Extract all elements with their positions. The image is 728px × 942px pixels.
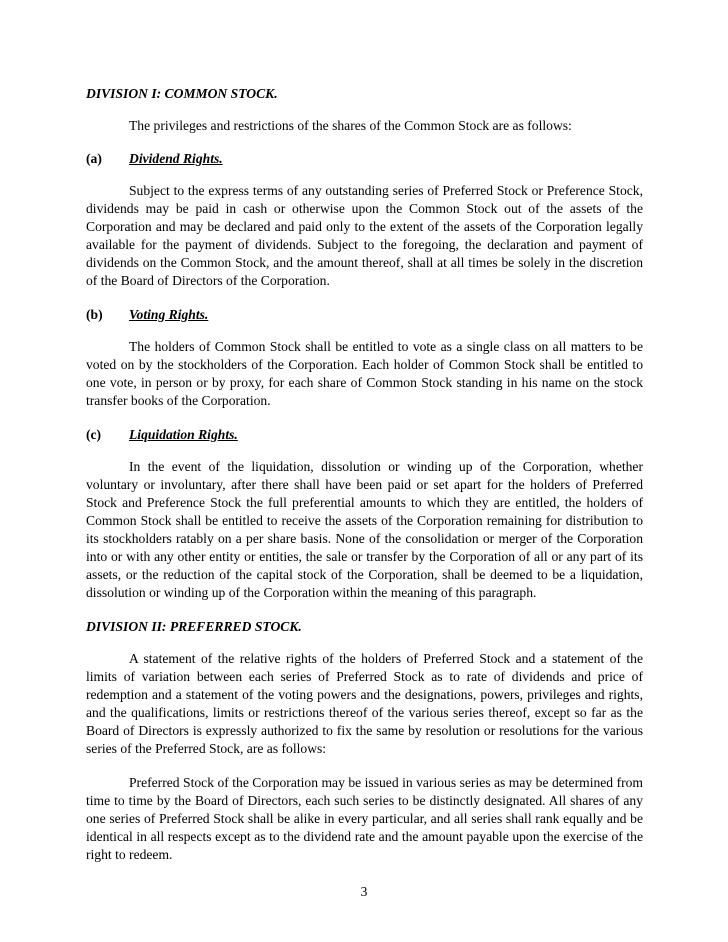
- section-c-letter: (c): [86, 427, 102, 442]
- section-b-heading: [86, 306, 643, 324]
- division-2-heading: DIVISION II: PREFERRED STOCK.: [86, 619, 302, 634]
- division-1-intro: The privileges and restrictions of the shares of the Common Stock are as follows:: [129, 118, 572, 133]
- division-2-paragraph-2: Preferred Stock of the Corporation may be issued in various series as may be determined from time to time by the Board of Directors, each such series to be distinctly designated. All shares of any one series of Preferred Stock shall be alike in every particular, and all series shall rank equally and be identical in all respects except as to the dividend rate and the amount payable upon the exercise of the right to redeem.: [86, 775, 643, 862]
- section-c-title: Liquidation Rights.: [129, 427, 238, 442]
- section-b-title: Voting Rights.: [129, 307, 209, 322]
- section-b-letter: (b): [86, 307, 103, 322]
- page-number: 3: [360, 884, 368, 899]
- division-1-heading: DIVISION I: COMMON STOCK.: [86, 86, 278, 101]
- section-a-paragraph: Subject to the express terms of any outstanding series of Preferred Stock or Preference Stock, dividends may be paid in cash or otherwise upon the Common Stock out of the assets of the Corporation and may be declared and paid only to the extent of the assets of the Corporation legally available for the payment of dividends. Subject to the foregoing, the declaration and payment of dividends on the Common Stock, and the amount thereof, shall at all times be solely in the discretion of the Board of Directors of the Corporation.: [86, 183, 643, 288]
- section-a-heading: [86, 150, 643, 168]
- section-a-letter: (a): [86, 151, 102, 166]
- section-b-paragraph: The holders of Common Stock shall be entitled to vote as a single class on all matters to be voted on by the stockholders of the Corporation. Each holder of Common Stock shall be entitled to one vote, in person or by proxy, for each share of Common Stock standing in his name on the stock transfer books of the Corporation.: [86, 339, 643, 408]
- division-2-paragraph-1: A statement of the relative rights of the holders of Preferred Stock and a statement of the limits of variation between each series of Preferred Stock as to rate of dividends and price of redemption and a statement of the voting powers and the designations, powers, privileges and rights, and the qualifications, limits or restrictions thereof of the various series thereof, except so far as the Board of Directors is expressly authorized to fix the same by resolution or resolutions for the various series of the Preferred Stock, are as follows:: [86, 651, 643, 756]
- document-page: [86, 85, 643, 880]
- section-c-heading: [86, 426, 643, 444]
- section-c-paragraph: In the event of the liquidation, dissolution or winding up of the Corporation, whether voluntary or involuntary, after there shall have been paid or set apart for the holders of Preferred Stock and Preference Stock the full preferential amounts to which they are entitled, the holders of Common Stock shall be entitled to receive the assets of the Corporation remaining for distribution to its stockholders ratably on a per share basis. None of the consolidation or merger of the Corporation into or with any other entity or entities, the sale or transfer by the Corporation of all or any part of its assets, or the reduction of the capital stock of the Corporation, shall be deemed to be a liquidation, dissolution or winding up of the Corporation within the meaning of this paragraph.: [86, 459, 643, 600]
- section-a-title: Dividend Rights.: [129, 151, 223, 166]
